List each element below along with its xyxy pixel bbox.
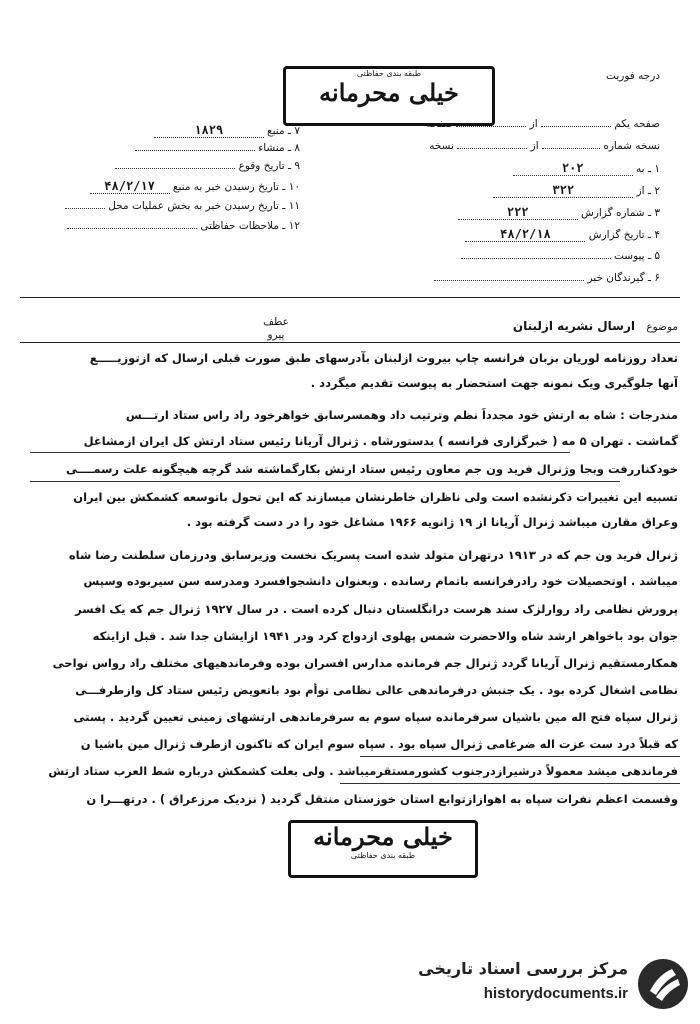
field-report-date-label: ۴ ـ تاریخ گزارش xyxy=(588,229,660,241)
body-line: آنها جلوگیری ویک نمونه جهت استحضار به پیوست تقدیم میگردد . xyxy=(310,376,678,390)
reference-label: عطف xyxy=(263,316,289,328)
field-report-number-label: ۳ ـ شماره گزارش xyxy=(581,207,660,219)
field-security-notes-label: ۱۲ ـ ملاحظات حفاظتی xyxy=(200,220,300,232)
handwritten-underline xyxy=(30,481,620,482)
stamp-bottom-main-text: خیلی محرمانه xyxy=(313,822,453,851)
field-received-by-source xyxy=(40,180,300,194)
body-line: تعداد روزنامه لوریان بزبان فرانسه چاپ بیروت ازلبنان بآدرسهای طبق صورت قبلی ارسال که ازتوزیـــــع xyxy=(89,351,678,365)
body-line: مندرجات : شاه به ارتش خود مجدداً نظم وترتیب داد وهمسرسابق خواهرخود راد راس ستاد ارتـــس xyxy=(125,408,678,422)
field-to-label: ۱ ـ به xyxy=(636,163,660,175)
field-copy-of: از xyxy=(530,140,539,152)
field-copy xyxy=(360,140,660,153)
field-to xyxy=(360,162,660,176)
field-attachment-label: ۵ ـ پیوست xyxy=(613,250,660,262)
field-security-notes xyxy=(40,220,300,233)
field-report-date xyxy=(360,228,660,242)
field-copy-label: نسخه شماره xyxy=(603,140,660,152)
header-separator xyxy=(20,297,680,298)
body-line: پرورش نظامی راد روارلزک سند هرست درانگلستان دنبال کرده است . در سال ۱۹۲۷ ژنرال جم که یک افسر xyxy=(75,602,678,616)
watermark xyxy=(412,955,690,1015)
field-from-label: ۲ ـ از xyxy=(636,185,660,197)
field-report-number-value: ۲۲۲ xyxy=(458,206,578,220)
field-source xyxy=(40,124,300,138)
body-line: جوان بود باخواهر ارشد شاه والاحضرت شمس پهلوی ازدواج کرد ودر ۱۹۴۱ ازایشان جدا شد . قبل ازاینکه xyxy=(92,629,678,643)
reference-box xyxy=(258,316,294,342)
field-page-of: از xyxy=(529,118,538,130)
field-received-by-source-value: ۴۸/۲/۱۷ xyxy=(90,180,170,194)
handwritten-underline xyxy=(30,452,570,453)
field-source-value: ۱۸۲۹ xyxy=(154,124,264,138)
body-line: ژنرال فرید ون جم که در ۱۹۱۳ درتهران متولد شده است پسریک نخست وزیرسابق ودرزمان سلطنت رضا شاه xyxy=(68,548,678,562)
field-occurrence-date xyxy=(40,160,300,173)
subject-line xyxy=(278,320,678,334)
field-received-by-ops-label: ۱۱ ـ تاریخ رسیدن خبر به بخش عملیات محل xyxy=(108,200,300,212)
handwritten-underline xyxy=(340,783,680,784)
field-received-by-source-label: ۱۰ ـ تاریخ رسیدن خبر به منبع xyxy=(172,181,300,193)
field-page-tail: صفحه xyxy=(426,118,453,130)
body-line: فرماندهی میشد معمولاً درشیرازدرجنوب کشورمستقرمیباشد . ولی بعلت کشمکش درباره شط العرب ستاد ارتش xyxy=(48,764,678,778)
body-line: نظامی اشغال کرده بود . یک جنبش درفرماندهی عالی نظامی توأم بود باتعویض رئیس ستاد کل وازطرفـــی xyxy=(75,683,678,697)
subject-separator xyxy=(20,342,680,343)
field-to-value: ۲۰۲ xyxy=(513,162,633,176)
stamp-top-main-text: خیلی محرمانه xyxy=(319,78,459,107)
stamp-bottom-small-text: طبقه بندی حفاظتی xyxy=(350,851,416,860)
book-logo-icon xyxy=(636,957,690,1011)
field-recipients-label: ۶ ـ گیرندگان خبر xyxy=(587,272,660,284)
handwritten-underline xyxy=(360,756,680,757)
body-line: خودکناررفت وبجا وژنرال فرید ون جم معاون رئیس ستاد ارتش بکارگماشته شد گرچه هیچگونه علت رسمــــی xyxy=(66,462,678,476)
field-origin xyxy=(40,142,300,155)
field-report-number xyxy=(360,206,660,220)
classification-stamp-top xyxy=(283,66,495,126)
classification-stamp-bottom xyxy=(288,820,478,878)
follow-up-label: پیرو xyxy=(267,329,285,341)
body-line: وعراق مقارن میباشد ژنرال آریانا از ۱۹ ژانویه ۱۹۶۶ مشاغل خود را در دست گرفته بود . xyxy=(186,515,678,529)
body-line: تسبیه این تغییرات ذکرنشده است ولی ناظران خاطرنشان میسازند که این تحول باتوسعه کشمکش بین ایران xyxy=(73,490,678,504)
field-recipients xyxy=(360,272,660,285)
body-line: گماشت . تهران ۵ مه ( خبرگزاری فرانسه ) بدستورشاه . ژنرال آریانا رئیس ستاد ارتش کل ایران ازمشاغل xyxy=(83,434,678,448)
field-attachment xyxy=(360,250,660,263)
watermark-url: historydocuments.ir xyxy=(483,985,628,1002)
field-source-label: ۷ ـ منبع xyxy=(267,125,300,137)
subject-text: ارسال نشریه ازلبنان xyxy=(512,319,635,333)
field-page-label: صفحه یکم xyxy=(614,118,660,130)
field-report-date-value: ۴۸/۲/۱۸ xyxy=(465,228,585,242)
field-origin-label: ۸ ـ منشاء xyxy=(258,142,300,154)
field-received-by-ops xyxy=(40,200,300,213)
priority-label: درجه فوریت xyxy=(606,70,660,82)
body-line: که قبلاً درد ست عزت اله ضرغامی ژنرال سپاه بود . سپاه سوم ایران که تاکنون ازطرف ژنرال مین باشیا ن xyxy=(80,737,678,751)
body-line: میباشد . اوتحصیلات خود رادرفرانسه باتمام رسانده . وبعنوان دانشجوافسرد ومدرسه سن سیربوده وسپس xyxy=(83,574,678,588)
subject-label: موضوع xyxy=(646,321,678,333)
field-from-value: ۳۲۲ xyxy=(493,184,633,198)
field-from xyxy=(360,184,660,198)
watermark-title: مرکز بررسی اسناد تاریخی xyxy=(418,959,628,978)
field-page xyxy=(360,118,660,131)
field-occurrence-date-label: ۹ ـ تاریخ وقوع xyxy=(238,160,300,172)
body-line: همکارمستقیم ژنرال آریانا گردد ژنرال جم فرمانده مدارس افسران بوده وفرماندهیهای مختلف راد رواس نواحی xyxy=(52,656,678,670)
body-line: ژنرال سپاه فتح اله مین باشیان سرفرمانده سپاه سوم به سرفرماندهی ارتشهای زمینی تعیین گردید . پستی xyxy=(73,710,678,724)
body-line: وقسمت اعظم نفرات سپاه به اهوازازتوابع استان خوزستان منتقل گردید ( نزدیک مرزعراق ) . درتهـــرا ن xyxy=(86,792,678,806)
field-copy-tail: نسخه xyxy=(429,140,454,152)
stamp-top-small-text: طبقه بندی حفاظتی xyxy=(356,69,422,78)
